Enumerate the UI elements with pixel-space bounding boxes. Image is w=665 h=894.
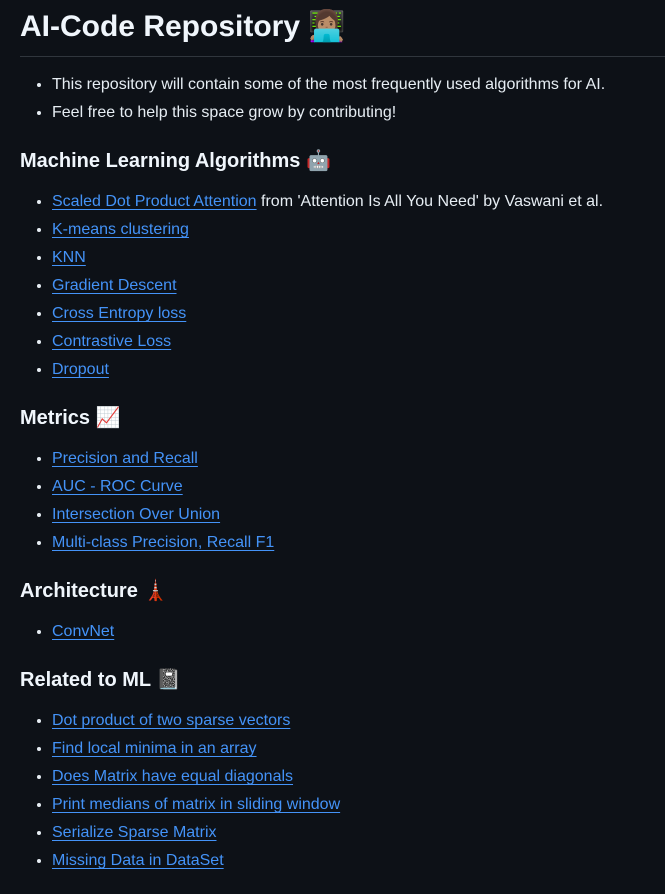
k-means-clustering-link[interactable]: K-means clustering — [52, 221, 189, 238]
list-item — [52, 328, 665, 356]
dropout-link[interactable]: Dropout — [52, 361, 109, 378]
list-item — [52, 356, 665, 384]
architecture-list — [20, 618, 665, 646]
related-to-ml-list — [20, 707, 665, 875]
missing-data-in-dataset-link[interactable]: Missing Data in DataSet — [52, 852, 224, 869]
technologist-emoji-icon: 👩🏽‍💻 — [308, 9, 346, 44]
list-item — [52, 244, 665, 272]
cross-entropy-loss-link[interactable]: Cross Entropy loss — [52, 305, 187, 322]
list-item — [52, 791, 665, 819]
dot-product-sparse-vectors-link[interactable]: Dot product of two sparse vectors — [52, 712, 291, 729]
list-item — [52, 707, 665, 735]
ml-algorithms-heading — [20, 146, 665, 175]
architecture-heading-text: Architecture — [20, 580, 138, 602]
precision-and-recall-link[interactable]: Precision and Recall — [52, 450, 198, 467]
intro-list — [20, 71, 665, 127]
intersection-over-union-link[interactable]: Intersection Over Union — [52, 506, 221, 523]
list-item — [52, 735, 665, 763]
metrics-heading — [20, 403, 665, 432]
chart-increasing-emoji-icon: 📈 — [95, 405, 121, 429]
page-title-text: AI-Code Repository — [20, 10, 301, 43]
serialize-sparse-matrix-link[interactable]: Serialize Sparse Matrix — [52, 824, 217, 841]
page-title — [20, 0, 665, 57]
list-item — [52, 618, 665, 646]
list-item — [52, 847, 665, 875]
contrastive-loss-link[interactable]: Contrastive Loss — [52, 333, 172, 350]
robot-emoji-icon: 🤖 — [305, 148, 331, 172]
list-item — [52, 188, 665, 216]
multi-class-precision-recall-f1-link[interactable]: Multi-class Precision, Recall F1 — [52, 534, 275, 551]
matrix-equal-diagonals-link[interactable]: Does Matrix have equal diagonals — [52, 768, 294, 785]
auc-roc-curve-link[interactable]: AUC - ROC Curve — [52, 478, 183, 495]
notebook-emoji-icon: 📓 — [156, 667, 182, 691]
list-item — [52, 445, 665, 473]
tower-emoji-icon: 🗼 — [143, 578, 169, 602]
gradient-descent-link[interactable]: Gradient Descent — [52, 277, 177, 294]
readme-content — [20, 0, 665, 875]
scaled-dot-product-attention-link[interactable]: Scaled Dot Product Attention — [52, 193, 257, 210]
list-item — [52, 501, 665, 529]
ml-algorithms-heading-text: Machine Learning Algorithms — [20, 150, 301, 172]
attention-paper-note: from 'Attention Is All You Need' by Vaswani et al. — [256, 193, 604, 210]
find-local-minima-link[interactable]: Find local minima in an array — [52, 740, 257, 757]
related-to-ml-heading-text: Related to ML — [20, 669, 151, 691]
medians-sliding-window-link[interactable]: Print medians of matrix in sliding window — [52, 796, 341, 813]
intro-item: • This repository will contain some of the most frequently used algorithms for AI. — [52, 71, 665, 99]
related-to-ml-heading — [20, 665, 665, 694]
convnet-link[interactable]: ConvNet — [52, 623, 115, 640]
ml-algorithms-list — [20, 188, 665, 384]
list-item — [52, 216, 665, 244]
metrics-list — [20, 445, 665, 557]
architecture-heading — [20, 576, 665, 605]
list-item — [52, 763, 665, 791]
list-item — [52, 300, 665, 328]
list-item — [52, 473, 665, 501]
list-item — [52, 272, 665, 300]
knn-link[interactable]: KNN — [52, 249, 86, 266]
metrics-heading-text: Metrics — [20, 407, 91, 429]
intro-item: • Feel free to help this space grow by contributing! — [52, 99, 665, 127]
list-item — [52, 819, 665, 847]
list-item — [52, 529, 665, 557]
